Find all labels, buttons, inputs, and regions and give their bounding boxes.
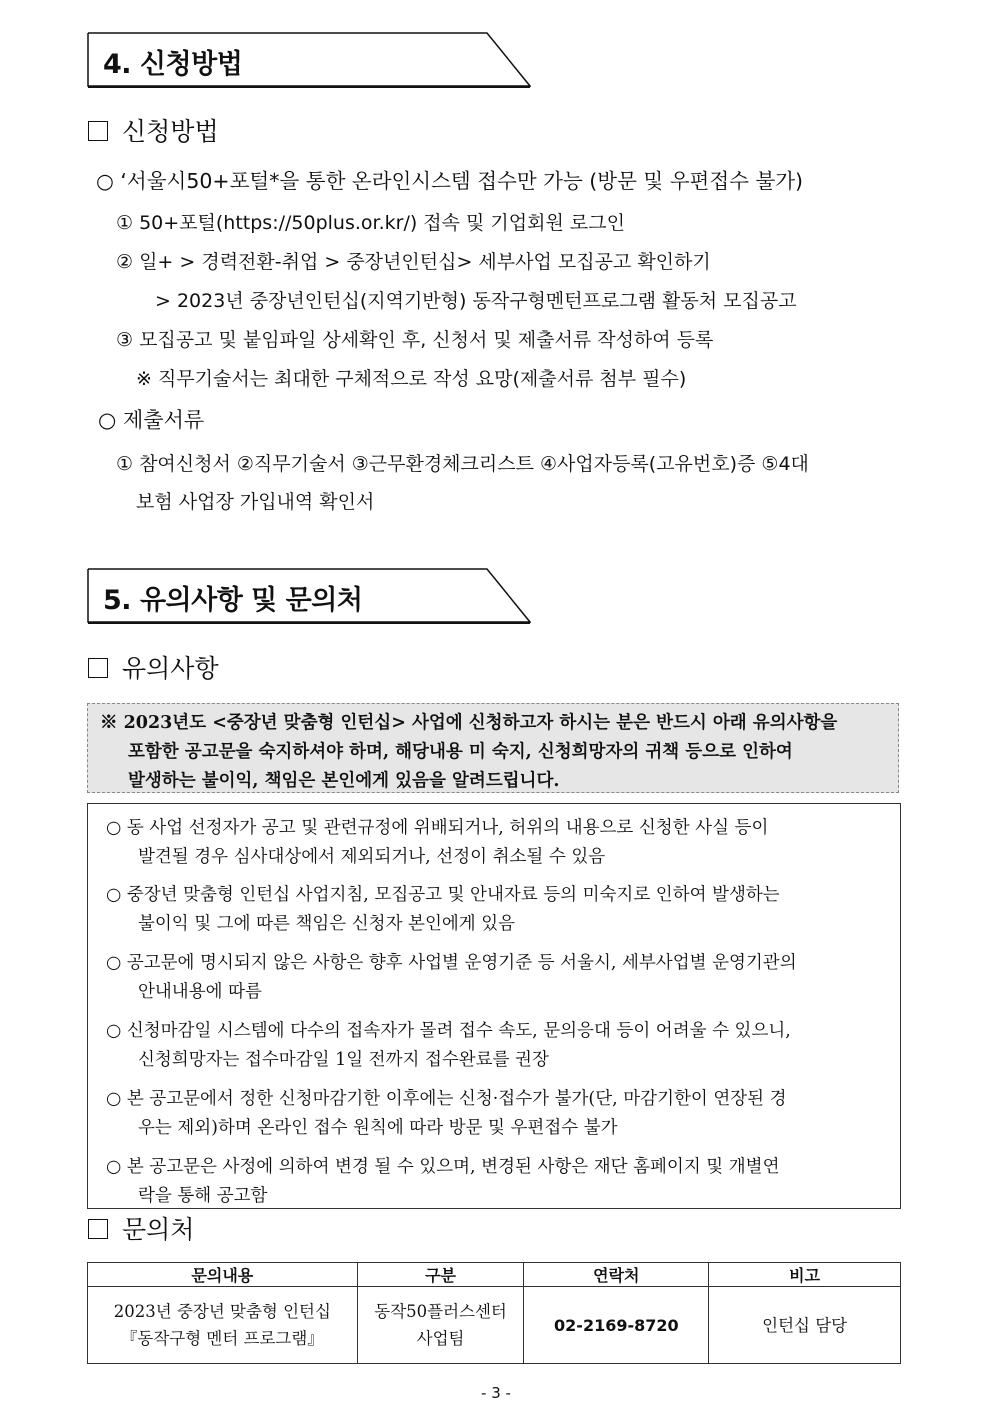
caution-2-line-1: ○ 중장년 맞춤형 인턴십 사업지침, 모집공고 및 안내자료 등의 미숙지로 인하여 발생하는 <box>106 885 780 905</box>
section-5-header <box>87 568 531 624</box>
step-note: ※ 직무기술서는 최대한 구체적으로 작성 요망(제출서류 첨부 필수) <box>136 368 687 390</box>
caution-heading <box>88 649 219 685</box>
caution-6-line-1: ○ 본 공고문은 사정에 의하여 변경 될 수 있으며, 변경된 사항은 재단 홈페이지 및 개별연 <box>106 1157 780 1177</box>
caution-3-line-2: 안내내용에 따름 <box>138 982 262 1002</box>
page-number: - 3 - <box>481 1384 511 1402</box>
table-header-row <box>88 1263 901 1287</box>
header-note: 비고 <box>709 1263 901 1287</box>
cell-note: 인턴십 담당 <box>709 1287 901 1364</box>
header-dept: 구분 <box>357 1263 524 1287</box>
contact-heading-label: 문의처 <box>122 1215 195 1244</box>
table-row <box>88 1287 901 1364</box>
notice-line-3: 발생하는 불이익, 책임은 본인에게 있음을 알려드립니다. <box>128 771 560 791</box>
caution-1-line-1: ○ 동 사업 선정자가 공고 및 관련규정에 위배되거나, 허위의 내용으로 신청한 사실 등이 <box>106 818 769 838</box>
section-5-title: 5. 유의사항 및 문의처 <box>103 585 363 616</box>
header-phone: 연락처 <box>524 1263 709 1287</box>
cell-dept-line-1: 동작50플러스센터 <box>374 1302 507 1321</box>
checkbox-square-icon <box>88 121 108 141</box>
main-bullet: ○ ‘서울시50+포털*을 통한 온라인시스템 접수만 가능 (방문 및 우편접수 불가) <box>96 169 804 193</box>
section-4-title: 4. 신청방법 <box>103 49 243 80</box>
header-content: 문의내용 <box>88 1263 358 1287</box>
method-heading <box>88 112 219 148</box>
step-2-detail: > 2023년 중장년인턴십(지역기반형) 동작구형멘턴프로그램 활동처 모집공고 <box>155 290 797 312</box>
method-heading-label: 신청방법 <box>122 117 219 146</box>
docs-line-2: 보험 사업장 가입내역 확인서 <box>136 491 375 513</box>
cell-content-line-2: 『동작구형 멘터 프로그램』 <box>120 1329 324 1348</box>
cautions-box <box>87 803 901 1209</box>
step-3: ③ 모집공고 및 붙임파일 상세확인 후, 신청서 및 제출서류 작성하여 등록 <box>116 329 714 351</box>
checkbox-square-icon <box>88 658 108 678</box>
notice-line-1: ※ 2023년도 <중장년 맞춤형 인턴십> 사업에 신청하고자 하시는 분은 반드시 아래 유의사항을 <box>100 713 838 733</box>
docs-line-1: ① 참여신청서 ②직무기술서 ③근무환경체크리스트 ④사업자등록(고유번호)증 ⑤4대 <box>116 453 809 475</box>
caution-5-line-2: 우는 제외)하며 온라인 접수 원칙에 따라 방문 및 우편접수 불가 <box>138 1118 618 1138</box>
cell-dept <box>357 1287 524 1364</box>
caution-6-line-2: 락을 통해 공고함 <box>138 1186 268 1206</box>
notice-line-2: 포함한 공고문을 숙지하셔야 하며, 해당내용 미 숙지, 신청희망자의 귀책 등으로 인하여 <box>128 742 793 762</box>
cell-dept-line-2: 사업팀 <box>416 1329 465 1348</box>
caution-4-line-1: ○ 신청마감일 시스템에 다수의 접속자가 몰려 접수 속도, 문의응대 등이 어려울 수 있으니, <box>106 1021 791 1041</box>
checkbox-square-icon <box>88 1219 108 1239</box>
step-1: ① 50+포털(https://50plus.or.kr/) 접속 및 기업회원 로그인 <box>116 212 625 234</box>
caution-4-line-2: 신청희망자는 접수마감일 1일 전까지 접수완료를 권장 <box>138 1050 549 1070</box>
cell-phone: 02-2169-8720 <box>524 1287 709 1364</box>
docs-bullet: ○ 제출서류 <box>98 408 205 432</box>
caution-2-line-2: 불이익 및 그에 따른 책임은 신청자 본인에게 있음 <box>138 914 516 934</box>
contact-heading <box>88 1210 194 1246</box>
caution-5-line-1: ○ 본 공고문에서 정한 신청마감기한 이후에는 신청·접수가 불가(단, 마감기한이 연장된 경 <box>106 1089 787 1109</box>
notice-box <box>87 703 899 793</box>
section-4-header <box>87 32 531 88</box>
contact-table <box>87 1262 901 1364</box>
cell-content-line-1: 2023년 중장년 맞춤형 인턴십 <box>113 1302 331 1321</box>
step-2: ② 일+ > 경력전환-취업 > 중장년인턴십> 세부사업 모집공고 확인하기 <box>116 251 711 273</box>
caution-heading-label: 유의사항 <box>122 654 219 683</box>
caution-1-line-2: 발견될 경우 심사대상에서 제외되거나, 선정이 취소될 수 있음 <box>138 847 606 867</box>
cell-content <box>88 1287 358 1364</box>
caution-3-line-1: ○ 공고문에 명시되지 않은 사항은 향후 사업별 운영기준 등 서울시, 세부사업별 운영기관의 <box>106 953 797 973</box>
